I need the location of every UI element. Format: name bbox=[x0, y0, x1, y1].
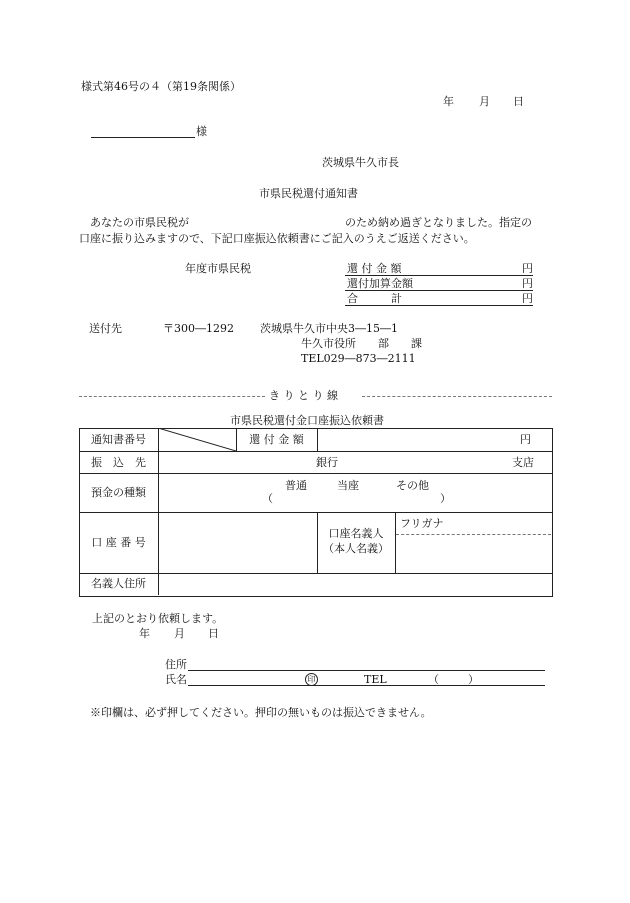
send-to-label: 送付先 bbox=[89, 322, 122, 335]
footer-date-year: 年 bbox=[139, 627, 150, 640]
other-paren-open: （ bbox=[262, 492, 273, 505]
amount-line-refund[interactable] bbox=[345, 275, 533, 276]
account-type-ordinary[interactable]: 普通 bbox=[285, 479, 307, 492]
bank-label: 銀行 bbox=[316, 456, 338, 469]
request-text: 上記のとおり依頼します。 bbox=[92, 612, 224, 625]
branch-label: 支店 bbox=[512, 456, 534, 469]
tel-label: TEL bbox=[364, 673, 387, 686]
refund-amount-unit: 円 bbox=[520, 433, 531, 446]
cut-line-right bbox=[362, 396, 552, 397]
tel-paren-open: （ bbox=[428, 673, 439, 686]
postal-code: 〒300―1292 bbox=[163, 322, 234, 335]
furigana-label: フリガナ bbox=[400, 517, 444, 530]
seal-note: ※印欄は、必ず押してください。押印の無いものは振込できません。 bbox=[90, 706, 432, 719]
tax-year-label: 年度市県民税 bbox=[185, 262, 251, 275]
address: 茨城県牛久市中央3―15―1 bbox=[260, 322, 398, 335]
name-label: 氏名 bbox=[165, 673, 187, 686]
cut-line-label: き り と り 線 bbox=[269, 389, 338, 402]
amount-label-addition: 還付加算金額 bbox=[347, 277, 413, 290]
date-month: 月 bbox=[479, 95, 490, 108]
footer-date-day: 日 bbox=[208, 627, 219, 640]
request-form-title: 市県民税還付金口座振込依頼書 bbox=[230, 414, 384, 427]
amount-unit-refund: 円 bbox=[522, 262, 533, 275]
amount-unit-addition: 円 bbox=[522, 277, 533, 290]
addressee-suffix: 様 bbox=[196, 125, 207, 138]
notice-number-diagonal bbox=[158, 428, 236, 451]
date-year: 年 bbox=[443, 95, 454, 108]
cut-line-left bbox=[79, 396, 265, 397]
transfer-to-label: 振 込 先 bbox=[91, 456, 146, 469]
tel-paren-close: ） bbox=[468, 673, 479, 686]
addressee-line[interactable] bbox=[91, 137, 195, 138]
tel: TEL029―873―2111 bbox=[301, 352, 416, 365]
account-type-label: 預金の種類 bbox=[91, 486, 146, 499]
furigana-divider bbox=[396, 534, 551, 535]
footer-date-month: 月 bbox=[174, 627, 185, 640]
body-line-2: 口座に振り込みますので、下記口座振込依頼書にご記入のうえご返送ください。 bbox=[79, 232, 475, 245]
notice-number-label: 通知書番号 bbox=[91, 433, 146, 446]
account-type-current[interactable]: 当座 bbox=[337, 479, 359, 492]
amount-unit-total: 円 bbox=[522, 292, 533, 305]
holder-address-label: 名義人住所 bbox=[91, 577, 146, 590]
holder-label-1: 口座名義人 bbox=[328, 527, 384, 540]
department: 牛久市役所 部 課 bbox=[301, 337, 422, 350]
date-day: 日 bbox=[513, 95, 524, 108]
address-label: 住所 bbox=[165, 658, 187, 671]
amount-label-refund: 還 付 金 額 bbox=[347, 262, 402, 275]
other-paren-close: ） bbox=[440, 492, 451, 505]
amount-line-total[interactable] bbox=[345, 305, 533, 306]
account-number-label: 口 座 番 号 bbox=[91, 536, 146, 549]
notice-title: 市県民税還付通知書 bbox=[259, 187, 358, 200]
body-prefix: あなたの市県民税が bbox=[90, 216, 189, 229]
seal-mark: 印 bbox=[305, 673, 318, 686]
address-input[interactable] bbox=[188, 670, 545, 671]
holder-label-2: （本人名義） bbox=[323, 542, 389, 555]
amount-line-addition[interactable] bbox=[345, 290, 533, 291]
refund-amount-label: 還 付 金 額 bbox=[249, 433, 304, 446]
form-number: 様式第46号の４（第19条関係） bbox=[81, 80, 241, 93]
issuer: 茨城県牛久市長 bbox=[322, 156, 399, 169]
amount-label-total: 合 計 bbox=[347, 292, 402, 305]
account-type-other[interactable]: その他 bbox=[396, 479, 429, 492]
body-suffix: のため納め過ぎとなりました。指定の bbox=[345, 216, 532, 229]
